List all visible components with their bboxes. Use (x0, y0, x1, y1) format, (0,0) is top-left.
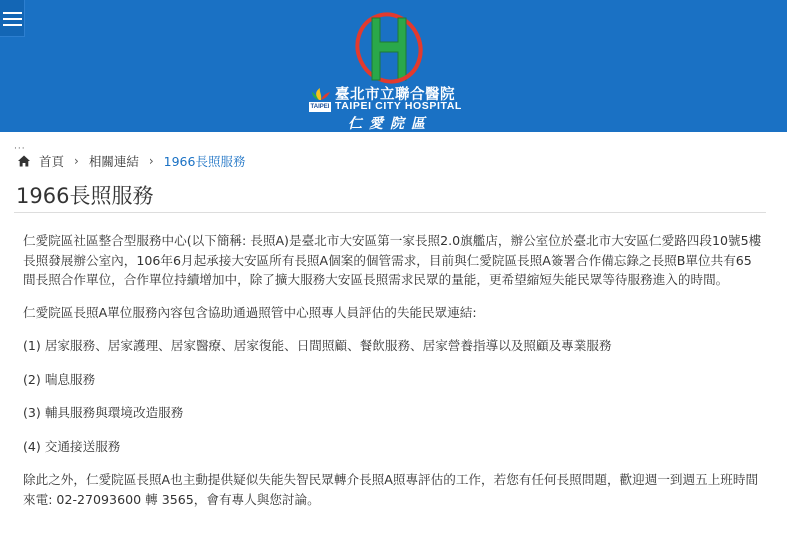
service-item-2: (2) 喘息服務 (23, 371, 96, 387)
logo-h-mark-icon (352, 6, 426, 88)
taipei-badge-icon: TAIPEI (309, 86, 335, 116)
home-icon[interactable] (17, 154, 31, 168)
site-header (0, 0, 787, 132)
hamburger-menu-button[interactable] (0, 0, 25, 37)
logo-name-zh: 臺北市立聯合醫院 (335, 86, 455, 103)
breadcrumb-home-link[interactable]: 首頁 (39, 154, 65, 169)
decorative-dots: ··· (14, 144, 26, 154)
page-title: 1966長照服務 (16, 184, 154, 208)
breadcrumb-separator-icon: › (148, 154, 154, 168)
services-intro-paragraph: 仁愛院區長照A單位服務內容包含協助通過照管中心照專人員評估的失能民眾連結: (23, 304, 477, 320)
breadcrumb-current-link[interactable]: 1966長照服務 (163, 154, 246, 169)
breadcrumb-related-link[interactable]: 相關連結 (88, 154, 139, 169)
intro-paragraph: 仁愛院區社區整合型服務中心(以下簡稱: 長照A)是臺北市大安區第一家長照2.0旗艦店，辦公室位於臺北市大安區仁愛路四段10號5樓長照發展辦公室內，106年6月起承接大安區所有長照A個案的個管需求，目前與仁愛院區長照A簽署合作備忘錄之長照B單位共有65間長照合作單位，合作單位持續增加中，除了擴大服務大安區長照需求民眾的量能，更希望縮短失能民眾等待服務進入的時間。 (23, 233, 762, 287)
service-item-3: (3) 輔具服務與環境改造服務 (23, 405, 184, 420)
breadcrumb-separator-icon: › (74, 154, 79, 168)
logo-name-en: TAIPEI CITY HOSPITAL (335, 100, 462, 112)
service-item-4: (4) 交通接送服務 (23, 438, 121, 454)
breadcrumb (17, 152, 245, 170)
article-content (23, 231, 763, 509)
title-divider (14, 212, 766, 213)
closing-paragraph: 除此之外，仁愛院區長照A也主動提供疑似失能失智民眾轉介長照A照專評估的工作，若您有任何長照問題，歡迎週一到週五上班時間來電: 02-27093600 轉 3565，會有專人與您討論。 (23, 472, 759, 507)
logo-branch-name: 仁愛院區 (348, 116, 432, 132)
hospital-logo[interactable] (305, 6, 475, 130)
service-item-1: (1) 居家服務、居家護理、居家醫療、居家復能、日間照顧、餐飲服務、居家營養指導以及照顧及專業服務 (23, 338, 612, 353)
